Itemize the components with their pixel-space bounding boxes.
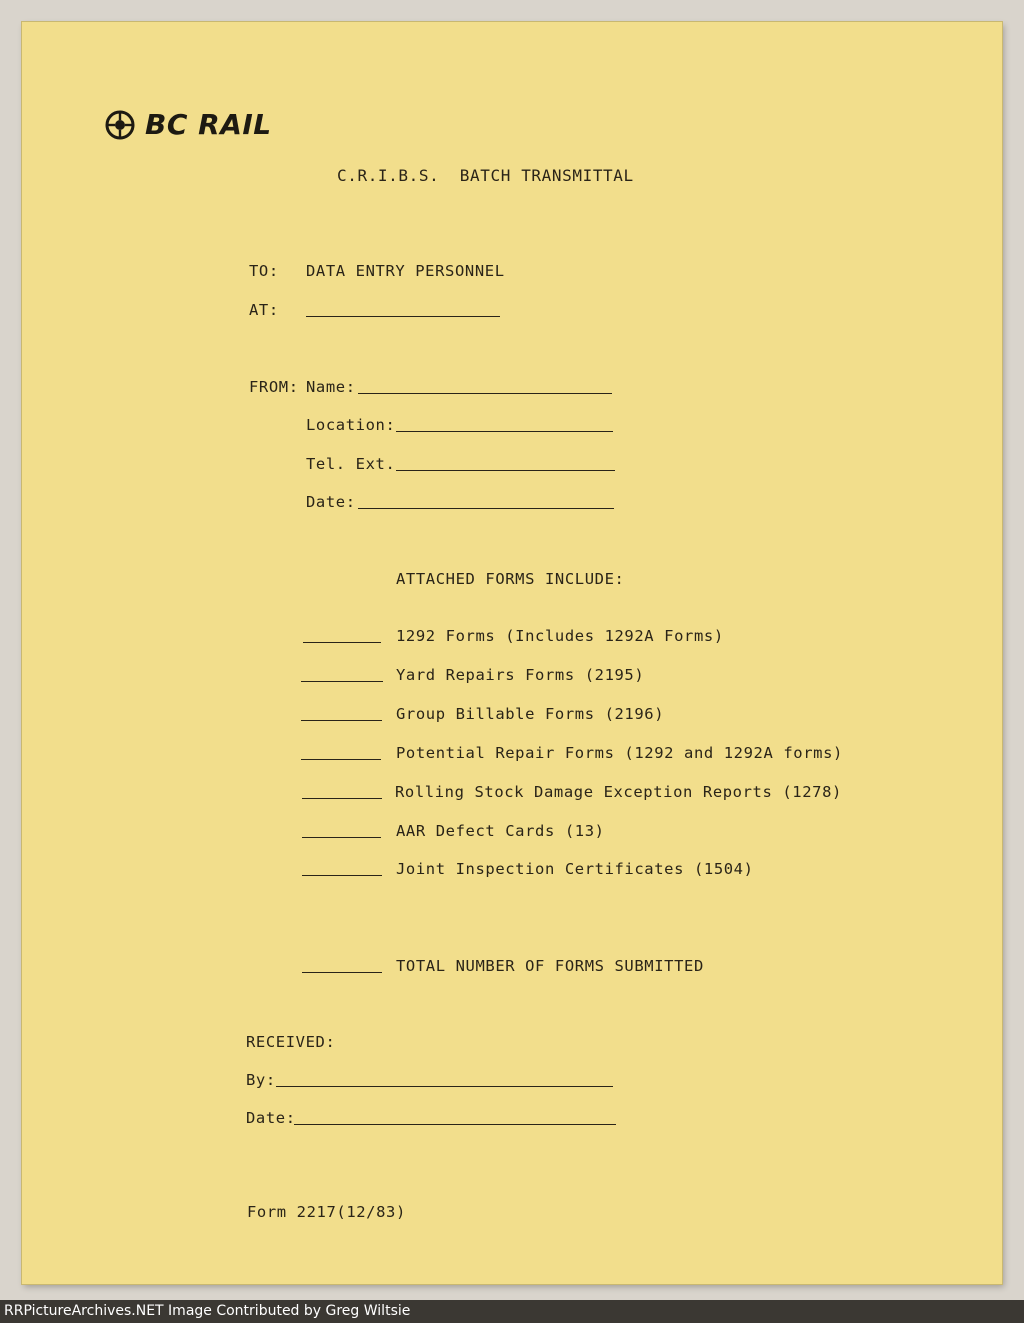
total-count-line[interactable] bbox=[302, 972, 382, 973]
attached-item: Group Billable Forms (2196) bbox=[396, 705, 665, 723]
from-location-field-line[interactable] bbox=[396, 431, 613, 432]
received-label: RECEIVED: bbox=[246, 1033, 336, 1051]
attached-count-line[interactable] bbox=[302, 837, 381, 838]
from-tel-ext-field-line[interactable] bbox=[396, 470, 615, 471]
to-label: TO: bbox=[249, 262, 279, 280]
attached-count-line[interactable] bbox=[301, 720, 382, 721]
form-title: C.R.I.B.S. BATCH TRANSMITTAL bbox=[337, 166, 634, 185]
attached-forms-heading: ATTACHED FORMS INCLUDE: bbox=[396, 570, 625, 588]
from-name-label: Name: bbox=[306, 378, 356, 396]
attached-item: Rolling Stock Damage Exception Reports (1278) bbox=[395, 783, 842, 801]
total-forms-label: TOTAL NUMBER OF FORMS SUBMITTED bbox=[396, 957, 704, 975]
form-number: Form 2217(12/83) bbox=[247, 1203, 406, 1221]
from-date-field-line[interactable] bbox=[358, 508, 614, 509]
attached-item: Potential Repair Forms (1292 and 1292A forms) bbox=[396, 744, 843, 762]
attached-item: Joint Inspection Certificates (1504) bbox=[396, 860, 754, 878]
to-value: DATA ENTRY PERSONNEL bbox=[306, 262, 505, 280]
at-field-line[interactable] bbox=[306, 316, 500, 317]
attached-item: Yard Repairs Forms (2195) bbox=[396, 666, 645, 684]
image-credit-bar: RRPictureArchives.NET Image Contributed by Greg Wiltsie bbox=[0, 1300, 1024, 1323]
received-by-label: By: bbox=[246, 1071, 276, 1089]
received-date-field-line[interactable] bbox=[294, 1124, 616, 1125]
attached-item: 1292 Forms (Includes 1292A Forms) bbox=[396, 627, 724, 645]
brand-logo bbox=[105, 108, 272, 141]
attached-count-line[interactable] bbox=[302, 875, 382, 876]
attached-count-line[interactable] bbox=[303, 642, 381, 643]
brand-name: BC RAIL bbox=[145, 108, 272, 141]
from-location-label: Location: bbox=[306, 416, 396, 434]
attached-count-line[interactable] bbox=[301, 759, 381, 760]
attached-item: AAR Defect Cards (13) bbox=[396, 822, 605, 840]
at-label: AT: bbox=[249, 301, 279, 319]
transmittal-form-sheet bbox=[22, 22, 1002, 1284]
from-name-field-line[interactable] bbox=[358, 393, 612, 394]
from-date-label: Date: bbox=[306, 493, 356, 511]
attached-count-line[interactable] bbox=[301, 681, 383, 682]
received-by-field-line[interactable] bbox=[276, 1086, 613, 1087]
from-label: FROM: bbox=[249, 378, 299, 396]
attached-count-line[interactable] bbox=[302, 798, 382, 799]
received-date-label: Date: bbox=[246, 1109, 296, 1127]
from-tel-ext-label: Tel. Ext. bbox=[306, 455, 396, 473]
bc-rail-wheel-logo-icon bbox=[105, 110, 135, 140]
